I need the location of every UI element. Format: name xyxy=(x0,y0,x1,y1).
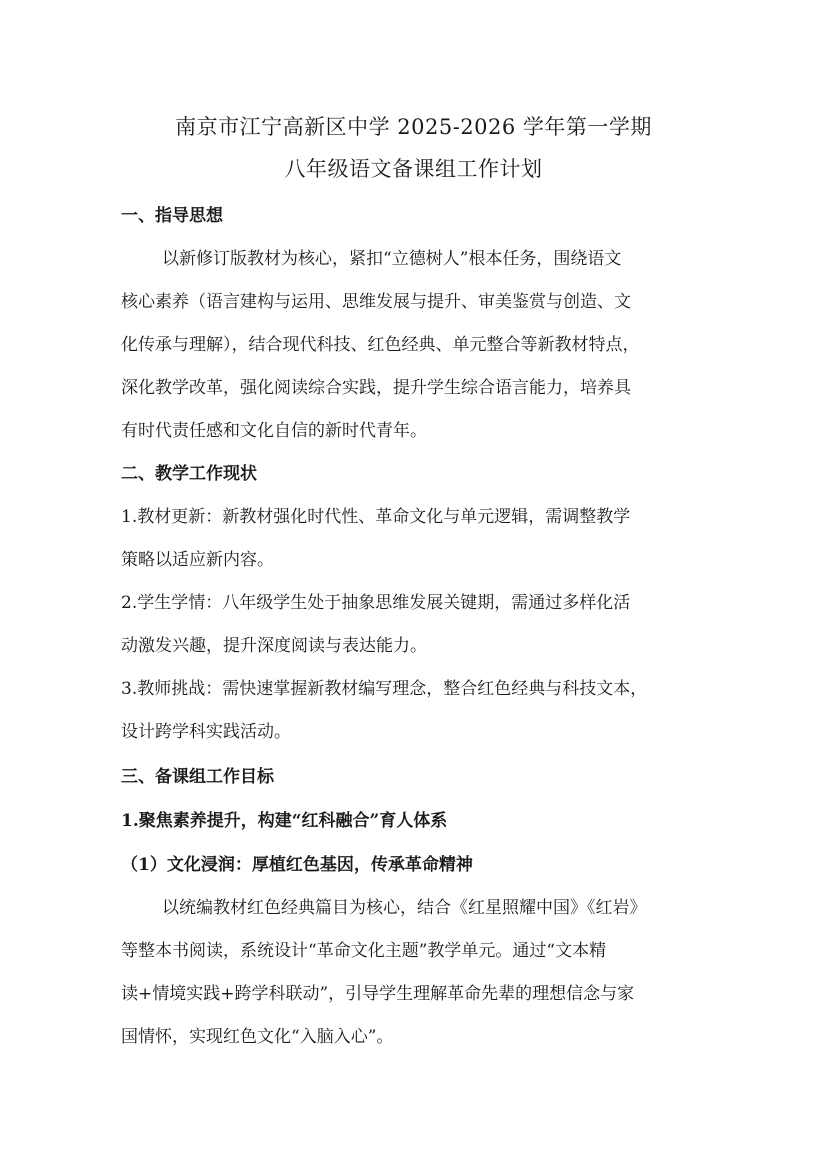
paragraph-line: 以统编教材红色经典篇目为核心，结合《红星照耀中国》《红岩》 xyxy=(162,898,647,918)
paragraph-line: 1.教材更新：新教材强化时代性、革命文化与单元逻辑，需调整教学 xyxy=(121,507,631,527)
document-title: 南京市江宁高新区中学 2025-2026 学年第一学期 xyxy=(175,115,652,139)
paragraph-line: 读+情境实践+跨学科联动”，引导学生理解革命先辈的理想信念与家 xyxy=(121,984,635,1004)
section-heading-guiding-thought: 一、指导思想 xyxy=(121,206,223,226)
subheading-cultural-immersion: （1）文化浸润：厚植红色基因，传承革命精神 xyxy=(121,855,473,875)
section-heading-work-goals: 三、备课组工作目标 xyxy=(121,767,274,787)
section-heading-current-status: 二、教学工作现状 xyxy=(121,464,257,484)
paragraph-line: 设计跨学科实践活动。 xyxy=(121,722,291,742)
paragraph-line: 化传承与理解），结合现代科技、红色经典、单元整合等新教材特点， xyxy=(121,335,640,355)
paragraph-line: 2.学生学情：八年级学生处于抽象思维发展关键期，需通过多样化活 xyxy=(121,593,631,613)
paragraph-line: 动激发兴趣，提升深度阅读与表达能力。 xyxy=(121,636,427,656)
paragraph-line: 3.教师挑战：需快速掌握新教材编写理念，整合红色经典与科技文本， xyxy=(121,679,648,699)
paragraph-line: 等整本书阅读，系统设计“革命文化主题”教学单元。通过“文本精 xyxy=(121,941,607,961)
document-subtitle: 八年级语文备课组工作计划 xyxy=(284,157,543,181)
paragraph-line: 以新修订版教材为核心，紧扣“立德树人”根本任务，围绕语文 xyxy=(162,249,622,269)
paragraph-line: 深化教学改革，强化阅读综合实践，提升学生综合语言能力，培养具 xyxy=(121,378,631,398)
paragraph-line: 策略以适应新内容。 xyxy=(121,550,274,570)
subheading-goal-1: 1.聚焦素养提升，构建“红科融合”育人体系 xyxy=(121,811,448,831)
paragraph-line: 国情怀，实现红色文化“入脑入心”。 xyxy=(121,1027,394,1047)
paragraph-line: 有时代责任感和文化自信的新时代青年。 xyxy=(121,421,427,441)
paragraph-line: 核心素养（语言建构与运用、思维发展与提升、审美鉴赏与创造、文 xyxy=(121,292,631,312)
